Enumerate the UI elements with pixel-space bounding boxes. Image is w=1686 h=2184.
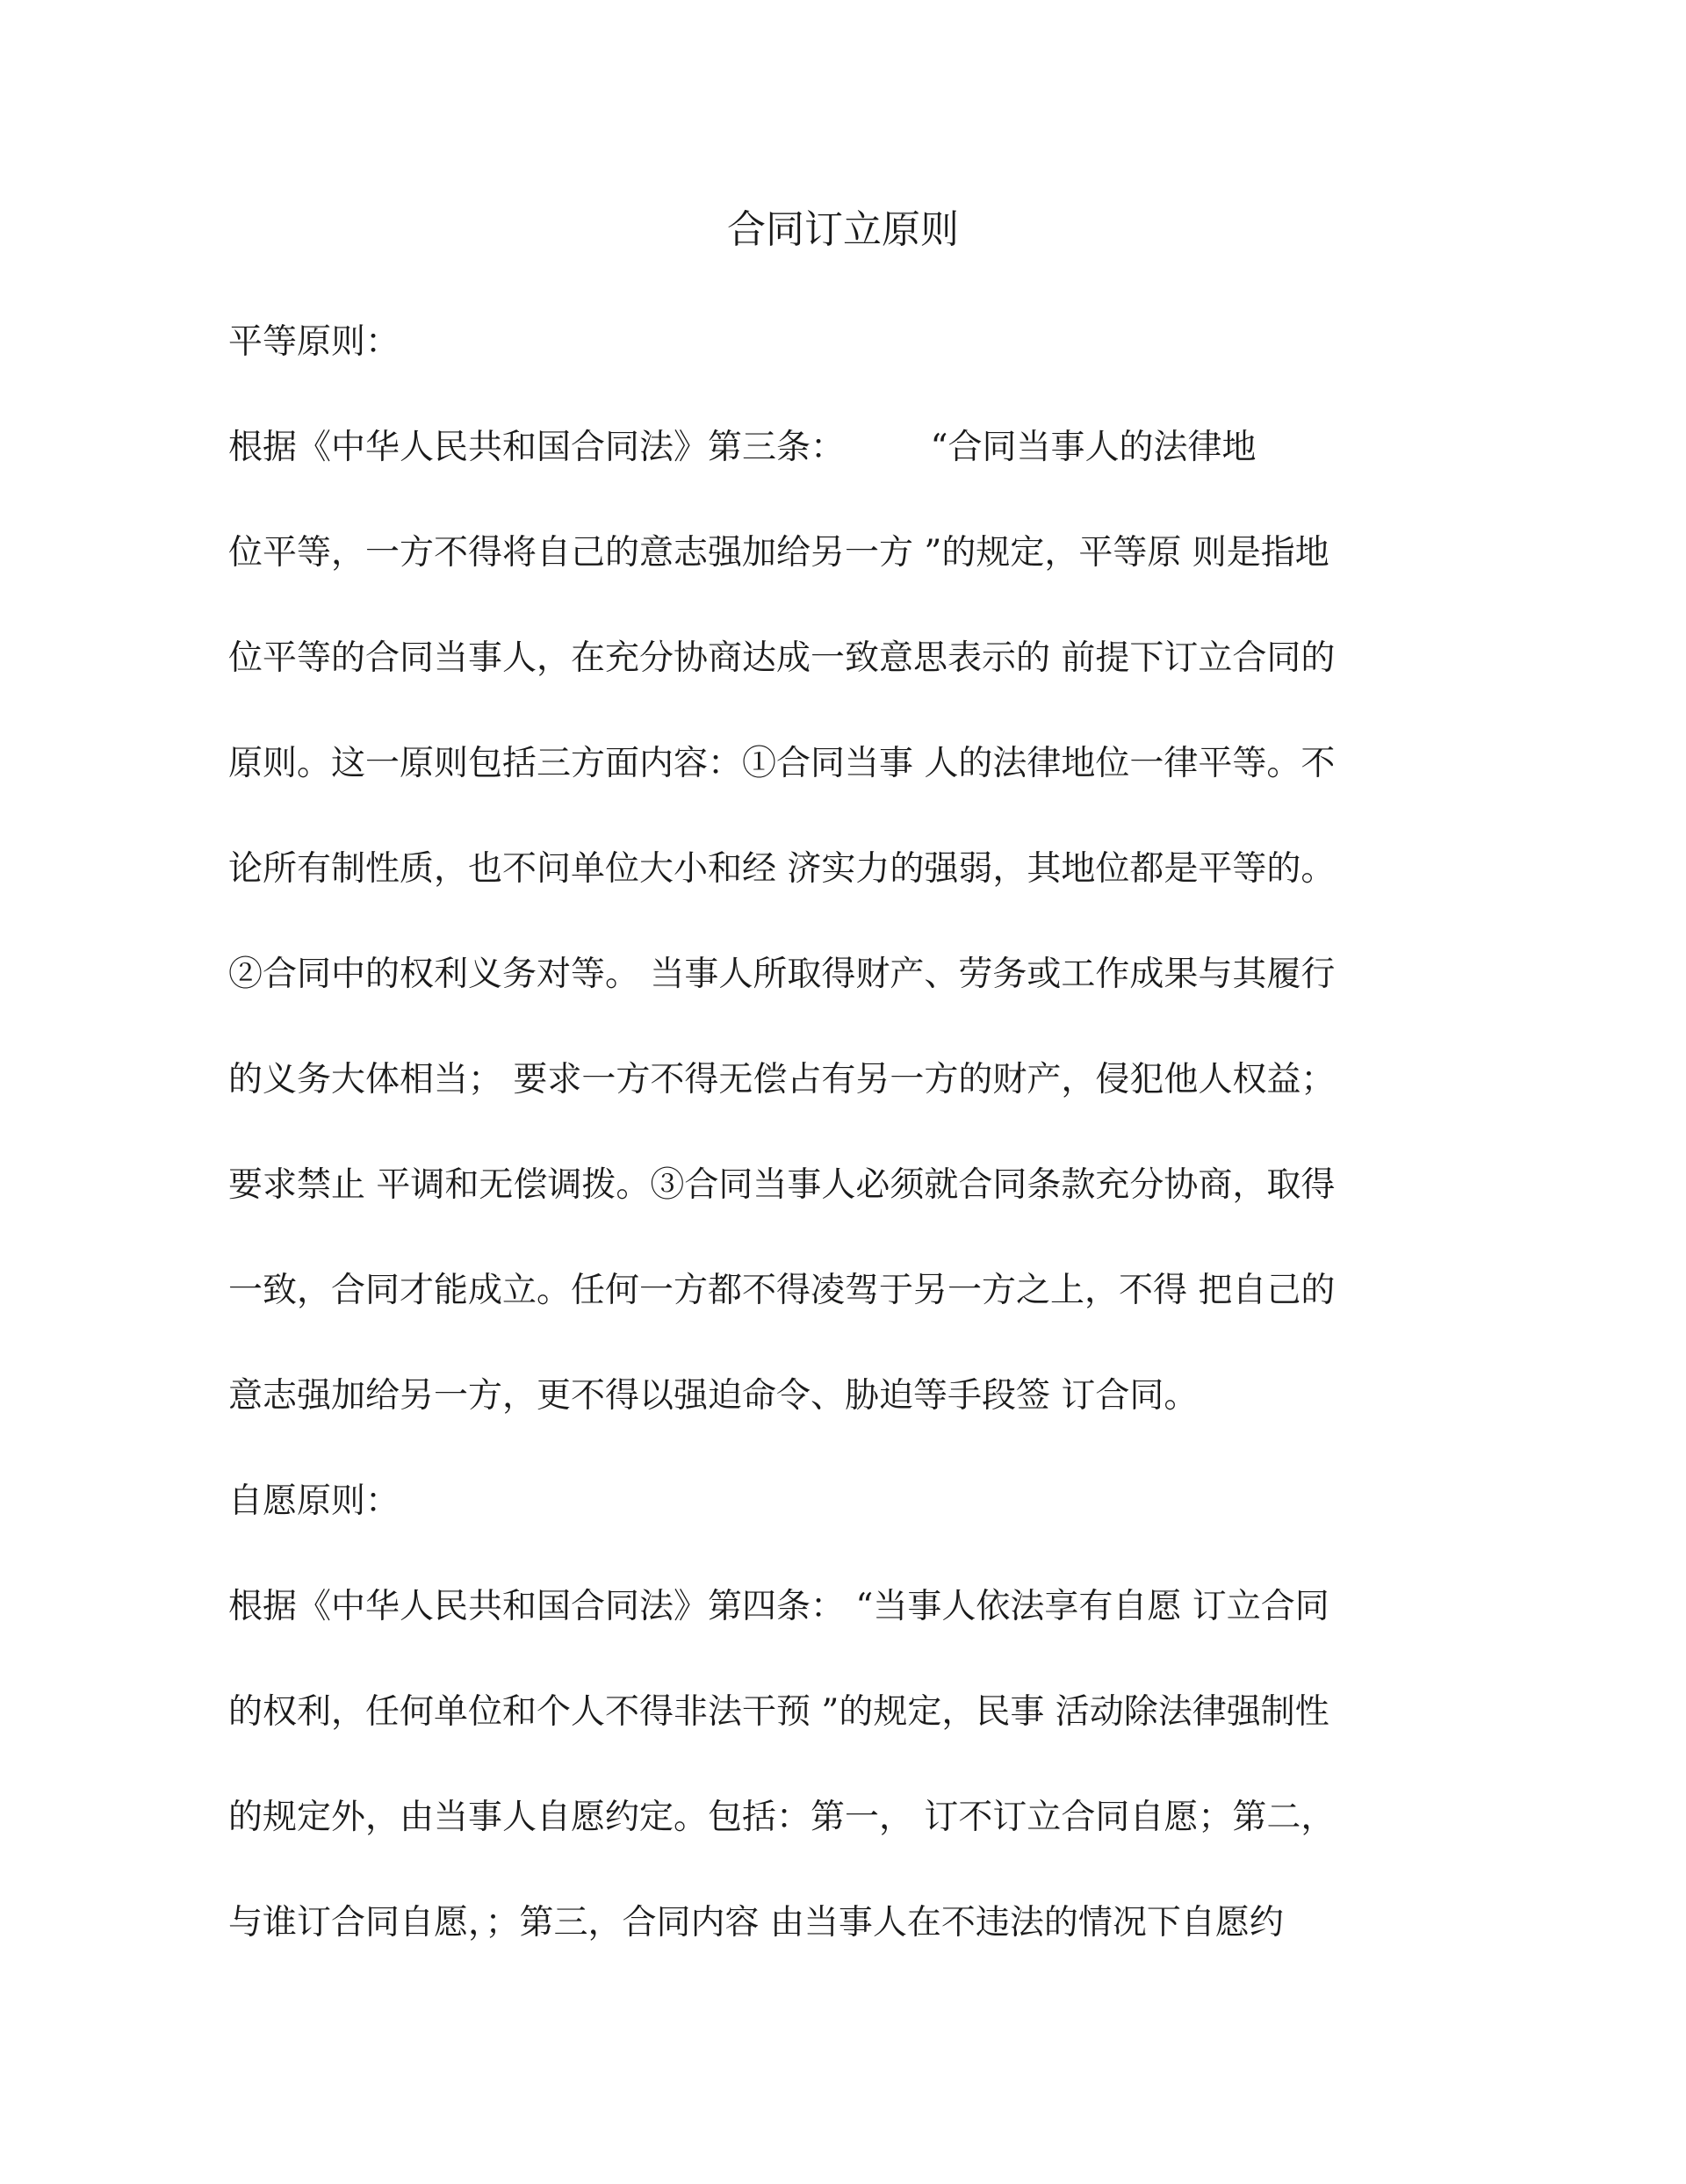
paragraph-line: 原则。这一原则包括三方面内容：①合同当事 人的法律地位一律平等。不 xyxy=(228,744,1336,783)
paragraph-line: 意志强加给另一方，更不得以强迫命令、胁迫等手段签 订合同。 xyxy=(228,1376,1199,1416)
paragraph-line: 与谁订合同自愿，；第三，合同内容 由当事人在不违法的情况下自愿约 xyxy=(228,1903,1284,1943)
paragraph-line: 的规定外，由当事人自愿约定。包括：第一， 订不订立合同自愿；第二， xyxy=(228,1798,1336,1837)
paragraph-line: 位平等，一方不得将自己的意志强加给另一方 ”的规定，平等原 则是指地 xyxy=(228,533,1329,573)
paragraph-line: 一致，合同才能成立。任何一方都不得凌驾于另一方之上，不得 把自己的 xyxy=(228,1271,1336,1310)
paragraph-line: 的权利，任何单位和个人不得非法干预 ”的规定，民事 活动除法律强制性 xyxy=(228,1692,1329,1732)
paragraph-line: 根据《中华人民共和国合同法》第三条： “合同当事人的法律地 xyxy=(228,428,1257,467)
paragraph-line: ②合同中的权利义务对等。 当事人所取得财产、劳务或工作成果与其履行 xyxy=(228,955,1336,994)
paragraph-line: 要求禁止 平调和无偿调拨。③合同当事人必须就合同条款充分协商，取得 xyxy=(228,1165,1336,1205)
paragraph-line: 论所有制性质，也不问单位大小和经 济实力的强弱，其地位都是平等的。 xyxy=(228,849,1336,889)
paragraph-line: 根据《中华人民共和国合同法》第四条： “当事人依法享有自愿 订立合同 xyxy=(228,1587,1329,1626)
document-title: 合同订立原则 xyxy=(727,207,959,252)
section-heading-equality: 平等原则： xyxy=(228,322,400,362)
paragraph-line: 的义务大体相当； 要求一方不得无偿占有另一方的财产，侵犯他人权益； xyxy=(228,1060,1336,1099)
paragraph-line: 位平等的合同当事人，在充分协商达成一致意思表示的 前提下订立合同的 xyxy=(228,638,1336,678)
section-heading-voluntariness: 自愿原则： xyxy=(228,1481,400,1521)
